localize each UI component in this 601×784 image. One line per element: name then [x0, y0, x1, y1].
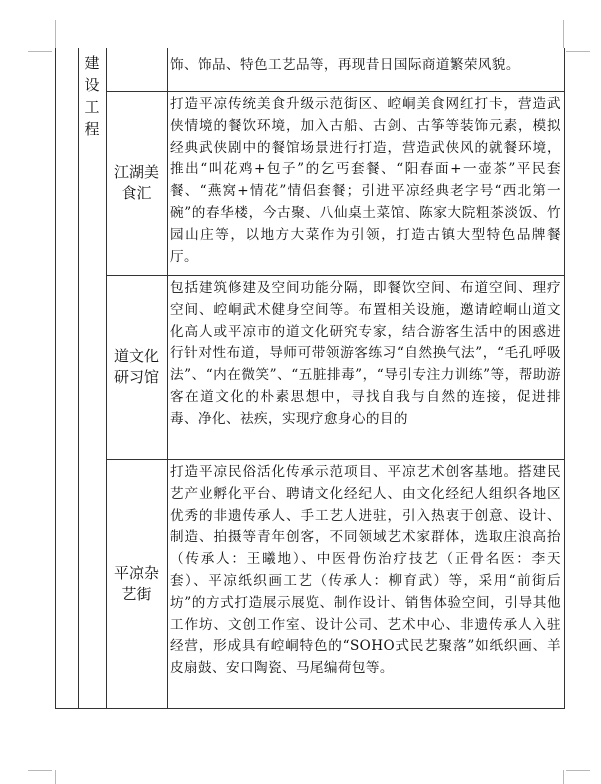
table-line — [106, 459, 565, 460]
crop-mark-bottom-right-v — [563, 770, 564, 784]
row-label — [106, 48, 167, 91]
row-description: 打造平凉民俗活化传承示范项目、平凉艺术创客基地。搭建民艺产业孵化平台、聘请文化经纪人、由文化经纪人组织各地区优秀的非遗传承人、手工艺人进驻，引入热衷于创意、设计、制造、拍摄等青年创客，不同领域艺术家群体，选取庄浪高抬（传承人：王曦地）、中医骨伤治疗技艺（正骨名医：李天套）、平凉纸织画工艺（传承人：柳育武）等，采用“前街后坊”的方式打造展示展览、制作设计、销售体验空间，引导其他工作坊、文创工作室、设计公司、艺术中心、非遗传承人入驻经营，形成具有崆峒特色的“SOHO式民艺聚落”如纸织画、羊皮扇鼓、安口陶瓷、马尾编荷包等。 — [170, 464, 561, 677]
table-line — [106, 91, 565, 92]
table-line — [167, 48, 168, 708]
table-line — [55, 48, 56, 708]
category-char: 程 — [84, 120, 100, 138]
crop-mark-top-right-h — [566, 51, 590, 52]
row-label: 江湖美食汇 — [113, 163, 159, 202]
category-cell — [78, 48, 106, 708]
crop-mark-top-left-v — [55, 20, 56, 48]
row-description: 打造平凉传统美食升级示范街区、崆峒美食网红打卡，营造武侠情境的餐饮环境，加入古船、古剑、古筝等装饰元素，模拟经典武侠剧中的餐馆场景进行打造，营造武侠风的就餐环境，推出“叫花鸡+包子”的乞丐套餐、“阳春面+一壶茶”平民套餐、“燕窝+情花”情侣套餐；引进平凉经典老字号“西北第一碗”的春华楼，今古聚、八仙桌土菜馆、陈家大院粗茶淡饭、竹园山庄等，以地方大菜作为引领，打造古镇大型特色品牌餐厅。 — [170, 96, 561, 265]
category-char: 工 — [84, 98, 100, 116]
crop-mark-bottom-left-h — [28, 770, 52, 771]
row-label: 平凉杂艺街 — [113, 563, 159, 603]
crop-mark-bottom-right-h — [566, 770, 590, 771]
table-line — [55, 708, 565, 709]
row-description: 包括建筑修建及空间功能分隔，即餐饮空间、布道空间、理疗空间、崆峒武术健身空间等。布置相关设施，邀请崆峒山道文化高人或平凉市的道文化研究专家，结合游客生活中的困惑进行针对性布道，导师可带领游客练习“自然换气法”，“毛孔呼吸法”、“内在微笑”、“五脏排毒”，“导引专注力训练”等，帮助游客在道文化的朴素思想中，寻找自我与自然的连接，促进排毒、净化、祛疾，实现疗愈身心的目的 — [170, 280, 561, 427]
category-char: 设 — [84, 76, 100, 94]
table-line — [564, 48, 565, 708]
table-line — [106, 275, 565, 276]
crop-mark-bottom-left-v — [55, 770, 56, 784]
crop-mark-top-left-h — [28, 51, 52, 52]
category-char: 建 — [84, 54, 100, 72]
row-description: 饰、饰品、特色工艺品等，再现昔日国际商道繁荣风貌。 — [170, 57, 520, 73]
row-label: 道文化研习馆 — [113, 347, 159, 386]
crop-mark-top-right-v — [563, 20, 564, 48]
